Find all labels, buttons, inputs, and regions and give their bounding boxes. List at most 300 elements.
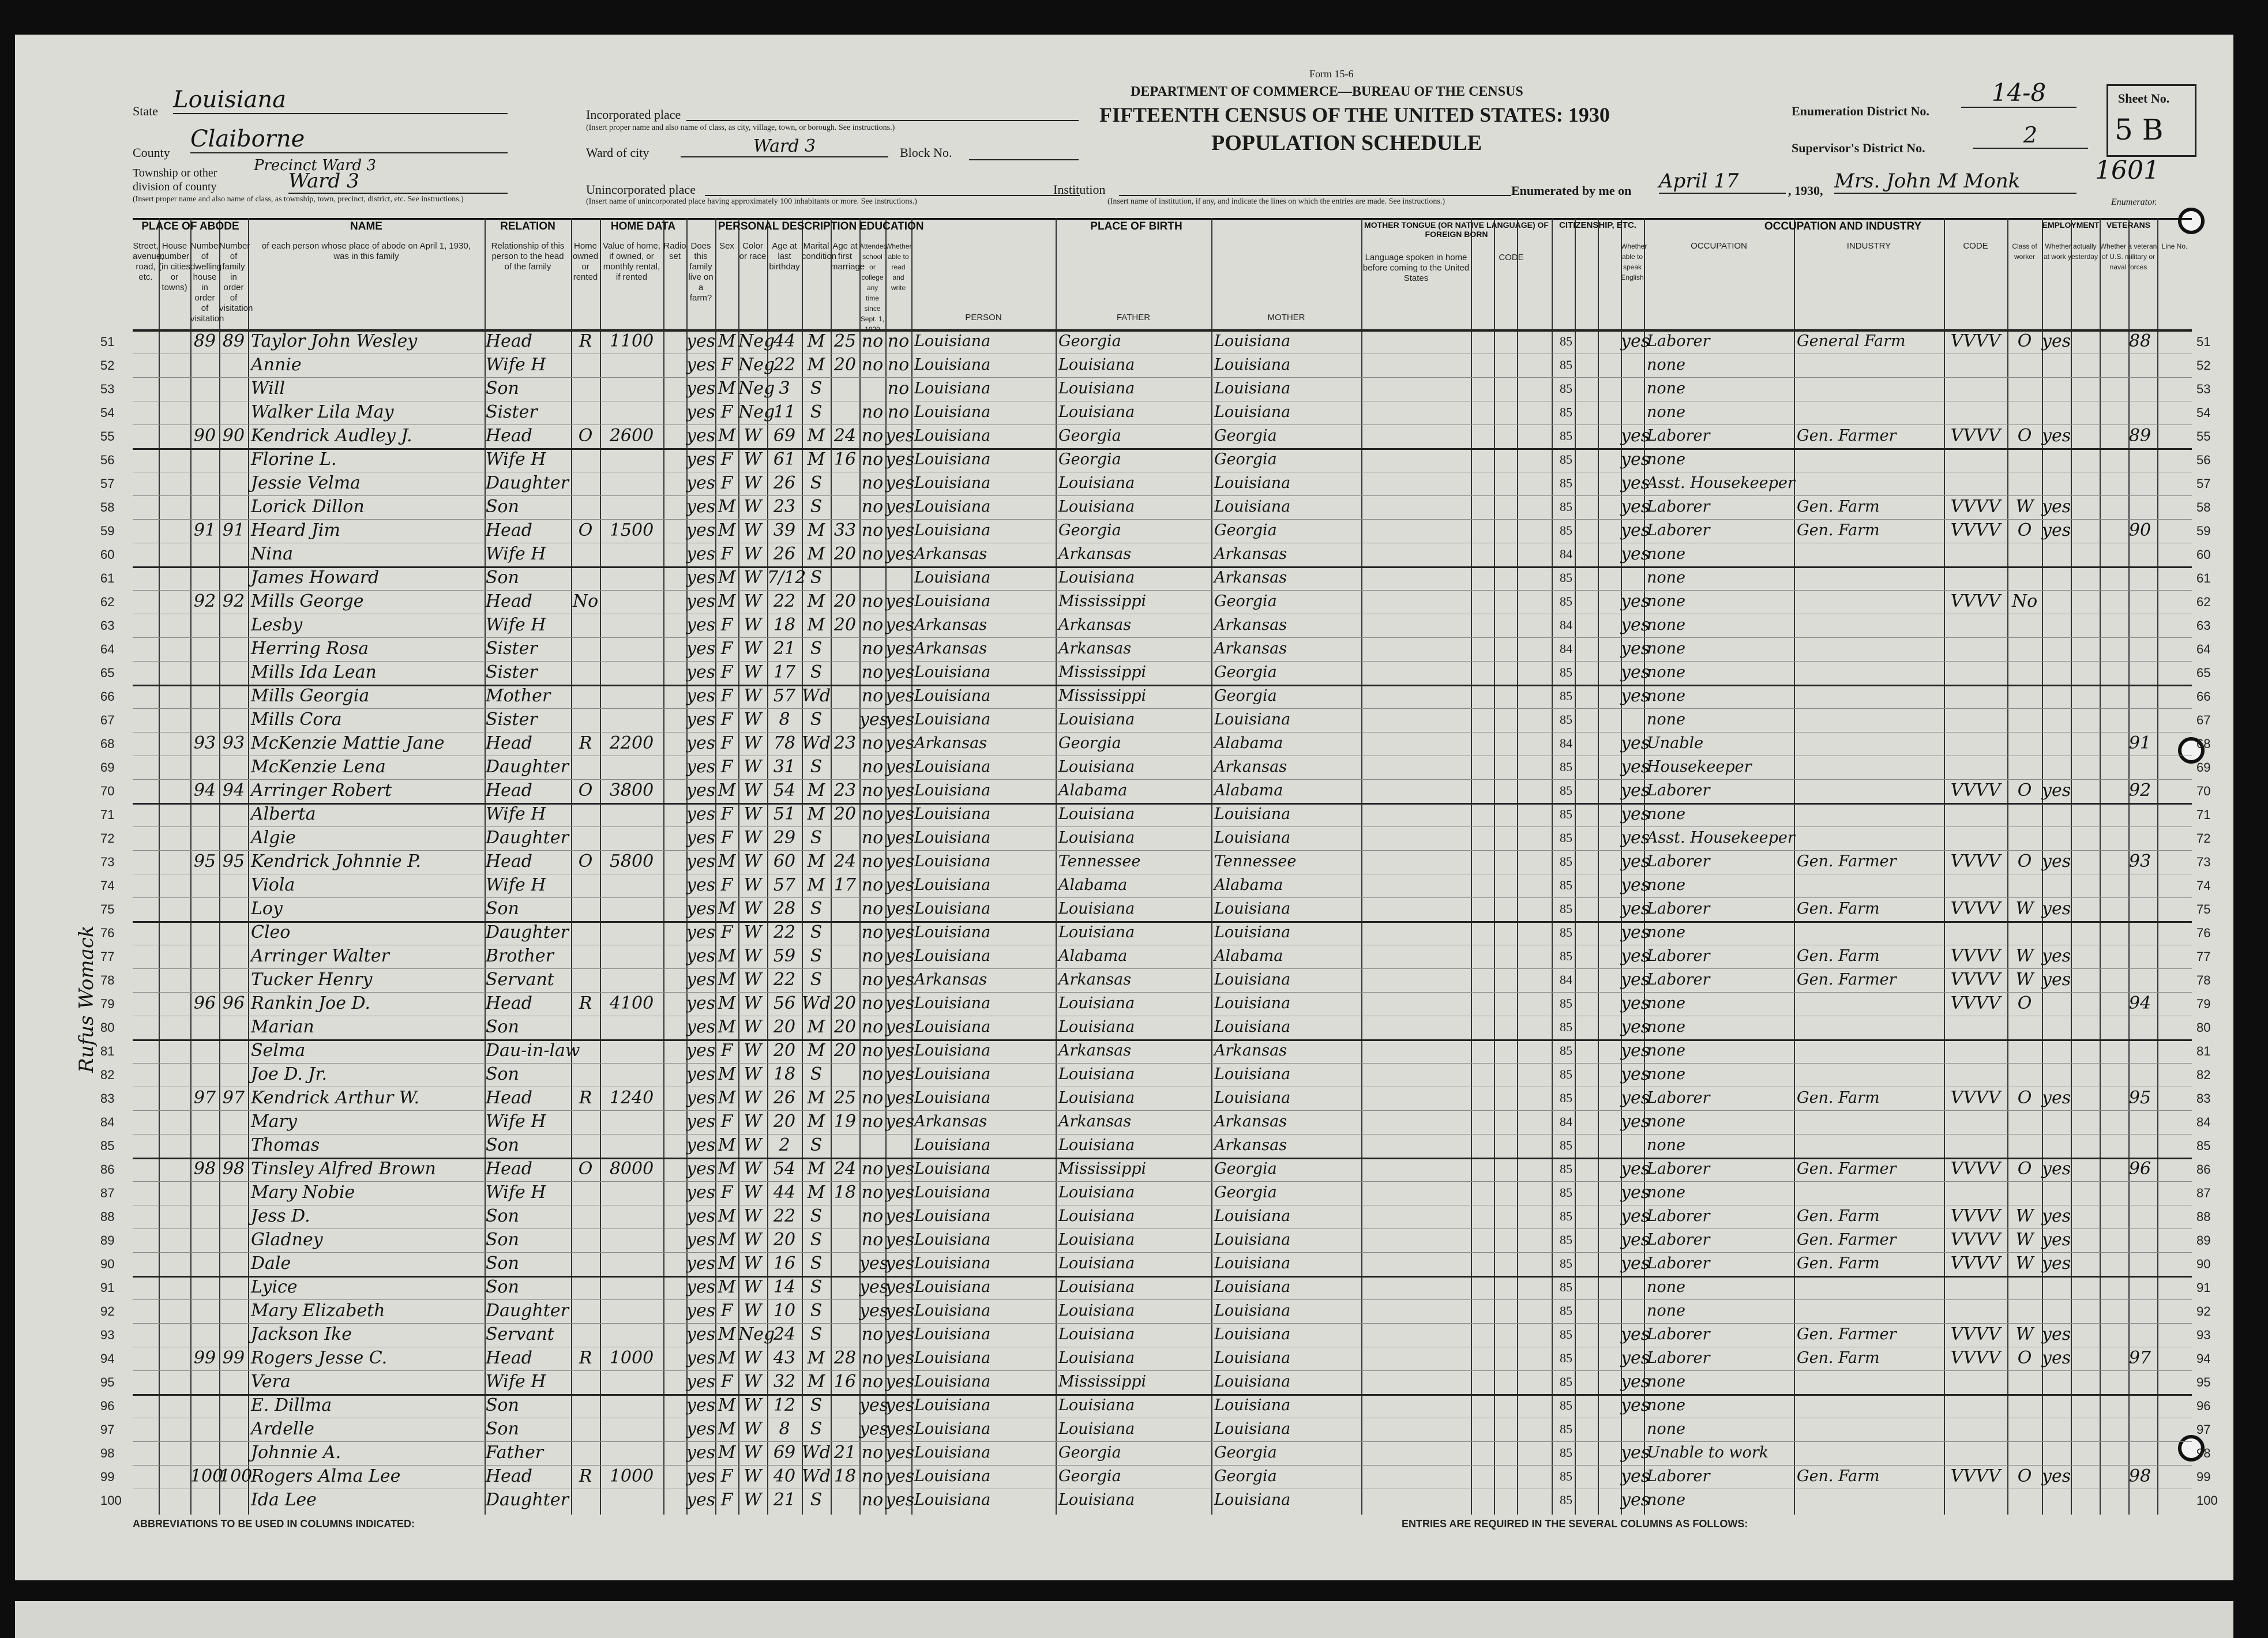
cell-c: 85 bbox=[1560, 665, 1572, 679]
cell-val bbox=[600, 637, 663, 660]
line-number: 93 bbox=[2196, 1328, 2211, 1342]
cell-wk bbox=[2042, 1299, 2071, 1323]
cell-sex: M bbox=[718, 1088, 736, 1108]
cell-age: 54 bbox=[773, 1159, 796, 1179]
cell-eng: yes bbox=[1621, 638, 1650, 659]
cell-farm: yes bbox=[686, 1135, 716, 1155]
cell-farm: yes bbox=[686, 875, 716, 895]
colhead-read: Whether able to read and write bbox=[885, 242, 912, 292]
cell-mar: M bbox=[807, 426, 825, 446]
cell-bm: Georgia bbox=[1214, 450, 1277, 468]
cell-val bbox=[600, 590, 663, 613]
cell-c: 85 bbox=[1560, 523, 1572, 538]
cell-fam: 91 bbox=[222, 520, 245, 540]
cell-fam bbox=[219, 1394, 248, 1417]
cell-mar: M bbox=[807, 1111, 825, 1132]
cell-farm: yes bbox=[686, 733, 716, 753]
cell-sex: M bbox=[718, 946, 736, 966]
cell-wk bbox=[2042, 1418, 2071, 1441]
cell-sch: no bbox=[861, 497, 884, 517]
cell-farm: yes bbox=[686, 615, 716, 635]
cell-race: W bbox=[744, 1419, 762, 1439]
column-rule bbox=[1211, 218, 1212, 1515]
cell-eng: yes bbox=[1621, 1395, 1650, 1415]
cell-bf: Louisiana bbox=[1058, 569, 1135, 587]
cell-race: W bbox=[744, 638, 762, 659]
cell-dwell bbox=[190, 1489, 219, 1512]
cell-occ: Laborer bbox=[1647, 1467, 1710, 1485]
cell-occ: none bbox=[1647, 1136, 1686, 1154]
cell-dwell bbox=[190, 1228, 219, 1252]
cell-eng bbox=[1621, 1299, 1644, 1323]
cell-vet bbox=[2123, 1489, 2157, 1512]
cell-own: R bbox=[579, 993, 592, 1013]
line-number: 62 bbox=[2196, 595, 2211, 609]
cell-code: VVVV bbox=[1950, 1230, 2001, 1250]
cell-bf: Georgia bbox=[1058, 450, 1121, 468]
cell-val: 8000 bbox=[609, 1159, 654, 1179]
cell-occ: none bbox=[1647, 1396, 1686, 1414]
cell-agem bbox=[831, 1323, 859, 1346]
cell-sch: no bbox=[861, 1111, 884, 1132]
institution-label: Institution bbox=[1053, 182, 1106, 197]
cell-c: 85 bbox=[1560, 1351, 1572, 1365]
cell-mar: M bbox=[807, 355, 825, 375]
cell-eng bbox=[1621, 377, 1644, 400]
cell-code bbox=[1944, 1181, 2007, 1204]
cell-ind: Gen. Farm bbox=[1797, 1467, 1880, 1485]
cell-vet bbox=[2123, 685, 2157, 708]
cell-bp: Louisiana bbox=[914, 450, 991, 468]
colhead-person: PERSON bbox=[965, 313, 1002, 322]
cell-name: Lyice bbox=[251, 1277, 298, 1297]
cell-code: VVVV bbox=[1950, 331, 2001, 351]
cell-age: 57 bbox=[773, 875, 796, 895]
cell-sch: no bbox=[861, 615, 884, 635]
state-value: Louisiana bbox=[173, 87, 508, 114]
cell-dwell: 93 bbox=[193, 733, 216, 753]
cell-farm: yes bbox=[686, 1277, 716, 1297]
cell-own bbox=[571, 1228, 600, 1252]
cell-bf: Arkansas bbox=[1058, 640, 1132, 658]
cell-vet bbox=[2123, 566, 2157, 589]
cell-vet bbox=[2123, 377, 2157, 400]
cell-code bbox=[1944, 1134, 2007, 1157]
cell-ind: Gen. Farmer bbox=[1797, 852, 1897, 870]
cell-sch: no bbox=[861, 402, 884, 422]
cell-ind bbox=[1797, 1418, 1944, 1441]
cell-name: McKenzie Mattie Jane bbox=[251, 733, 445, 753]
cell-eng: yes bbox=[1621, 875, 1650, 895]
cell-fam: 97 bbox=[222, 1088, 245, 1108]
cell-own bbox=[571, 377, 600, 400]
cell-sex: F bbox=[720, 1111, 733, 1132]
cell-bp: Louisiana bbox=[914, 380, 991, 397]
cell-mar: M bbox=[807, 1348, 825, 1368]
cell-occ: none bbox=[1647, 640, 1686, 658]
cell-c: 85 bbox=[1560, 452, 1572, 467]
cell-vet: 95 bbox=[2128, 1088, 2151, 1108]
cell-bf: Louisiana bbox=[1058, 711, 1135, 728]
cell-occ: none bbox=[1647, 450, 1686, 468]
cell-bm: Louisiana bbox=[1214, 380, 1291, 397]
cell-c: 85 bbox=[1560, 996, 1572, 1010]
line-number: 91 bbox=[2196, 1280, 2211, 1295]
enumerator-label: Enumerator. bbox=[2111, 197, 2157, 207]
cell-agem: 20 bbox=[833, 993, 857, 1013]
cell-bf: Alabama bbox=[1058, 876, 1128, 894]
cell-mar: M bbox=[807, 449, 825, 469]
cell-ind bbox=[1797, 1276, 1944, 1299]
line-number: 88 bbox=[2196, 1209, 2211, 1224]
cell-ind: Gen. Farmer bbox=[1797, 1160, 1897, 1178]
cell-rd: yes bbox=[885, 497, 915, 517]
cell-own bbox=[571, 1134, 600, 1157]
cell-rel: Wife H bbox=[486, 1111, 546, 1132]
cell-mar: S bbox=[810, 1206, 823, 1226]
cell-cw bbox=[2007, 1039, 2042, 1062]
line-number: 56 bbox=[100, 453, 115, 467]
line-number: 77 bbox=[100, 949, 115, 964]
cell-dwell: 98 bbox=[193, 1159, 216, 1179]
cell-cw bbox=[2007, 921, 2042, 944]
line-number: 66 bbox=[2196, 689, 2211, 704]
cell-val bbox=[600, 401, 663, 424]
cell-bm: Louisiana bbox=[1214, 923, 1291, 941]
cell-dwell bbox=[190, 1252, 219, 1275]
cell-bm: Louisiana bbox=[1214, 900, 1291, 918]
cell-cw bbox=[2007, 685, 2042, 708]
line-number: 62 bbox=[100, 595, 115, 609]
cell-code bbox=[1944, 566, 2007, 589]
cell-code: VVVV bbox=[1950, 497, 2001, 517]
column-rule bbox=[159, 218, 160, 1515]
cell-sex: M bbox=[718, 1159, 736, 1179]
cell-dwell bbox=[190, 803, 219, 826]
cell-eng: yes bbox=[1621, 1372, 1650, 1392]
cell-dwell bbox=[190, 945, 219, 968]
next-sheet-strip bbox=[15, 1601, 2233, 1638]
line-number: 70 bbox=[100, 784, 115, 798]
colhead-street: Street, avenue, road, etc. bbox=[133, 241, 164, 282]
cell-bm: Arkansas bbox=[1214, 616, 1287, 634]
cell-race: W bbox=[744, 1017, 762, 1037]
cell-vet: 94 bbox=[2128, 993, 2151, 1013]
cell-own bbox=[571, 1489, 600, 1512]
cell-rel: Wife H bbox=[486, 875, 546, 895]
cell-code: VVVV bbox=[1950, 899, 2001, 919]
footer bbox=[133, 1516, 2192, 1568]
cell-val: 2200 bbox=[609, 733, 654, 753]
cell-code bbox=[1944, 874, 2007, 897]
cell-wk bbox=[2042, 354, 2071, 377]
cell-age: 21 bbox=[773, 638, 796, 659]
colhead-radio: Radio set bbox=[663, 241, 686, 261]
cell-vet: 97 bbox=[2128, 1348, 2151, 1368]
cell-rd: yes bbox=[885, 1372, 915, 1392]
cell-c: 85 bbox=[1560, 1422, 1572, 1436]
line-number: 98 bbox=[2196, 1446, 2211, 1460]
cell-fam bbox=[219, 897, 248, 921]
cell-vet bbox=[2123, 1110, 2157, 1133]
cell-own bbox=[571, 1016, 600, 1039]
cell-own bbox=[571, 472, 600, 495]
cell-age: 14 bbox=[773, 1277, 796, 1297]
line-number: 51 bbox=[2196, 335, 2211, 349]
cell-age: 60 bbox=[773, 851, 796, 871]
cell-sex: M bbox=[718, 497, 736, 517]
cell-bf: Louisiana bbox=[1058, 900, 1135, 918]
cell-farm: yes bbox=[686, 1206, 716, 1226]
cell-dwell bbox=[190, 472, 219, 495]
cell-wk bbox=[2042, 826, 2071, 850]
cell-bm: Louisiana bbox=[1214, 829, 1291, 847]
cell-c: 85 bbox=[1560, 1067, 1572, 1081]
cell-occ: none bbox=[1647, 923, 1686, 941]
cell-sex: F bbox=[720, 355, 733, 375]
cell-bp: Louisiana bbox=[914, 1349, 991, 1367]
group-name: NAME bbox=[350, 220, 382, 232]
cell-own bbox=[571, 1394, 600, 1417]
cell-name: Mary bbox=[251, 1111, 297, 1132]
cell-wk bbox=[2042, 708, 2071, 731]
cell-farm: yes bbox=[686, 1088, 716, 1108]
cell-fam: 93 bbox=[222, 733, 245, 753]
cell-vet bbox=[2123, 1205, 2157, 1228]
cell-bf: Louisiana bbox=[1058, 1302, 1135, 1320]
line-number: 82 bbox=[100, 1068, 115, 1082]
cell-vet bbox=[2123, 921, 2157, 944]
cell-age: 22 bbox=[773, 970, 796, 990]
cell-rel: Sister bbox=[486, 662, 538, 682]
cell-fam: 95 bbox=[222, 851, 245, 871]
cell-sch: no bbox=[861, 757, 884, 777]
unincorporated-label: Unincorporated place bbox=[586, 182, 696, 197]
cell-occ: none bbox=[1647, 1373, 1686, 1391]
township-note: (Insert proper name and also name of class, as township, town, precinct, district, etc. See instructions.) bbox=[133, 195, 464, 204]
cell-name: Dale bbox=[251, 1253, 291, 1273]
cell-dwell bbox=[190, 756, 219, 779]
cell-code bbox=[1944, 1063, 2007, 1086]
department-line: DEPARTMENT OF COMMERCE—BUREAU OF THE CENSUS bbox=[1131, 84, 1523, 99]
cell-fam bbox=[219, 803, 248, 826]
cell-own bbox=[571, 614, 600, 637]
cell-ind bbox=[1797, 803, 1944, 826]
cell-ind: Gen. Farm bbox=[1797, 1349, 1880, 1367]
cell-name: Cleo bbox=[251, 922, 291, 942]
cell-dwell bbox=[190, 1134, 219, 1157]
cell-bf: Louisiana bbox=[1058, 1396, 1135, 1414]
block-label: Block No. bbox=[900, 145, 952, 160]
cell-sex: F bbox=[720, 638, 733, 659]
cell-name: Johnnie A. bbox=[251, 1442, 341, 1463]
cell-race: W bbox=[744, 1064, 762, 1084]
cell-bm: Louisiana bbox=[1214, 1089, 1291, 1107]
colhead-age: Age at last birthday bbox=[769, 241, 800, 272]
cell-agem bbox=[831, 968, 859, 991]
cell-eng bbox=[1621, 1276, 1644, 1299]
sheet-label: Sheet No. bbox=[2118, 91, 2170, 106]
cell-occ: Housekeeper bbox=[1647, 758, 1752, 776]
cell-bm: Arkansas bbox=[1214, 640, 1287, 658]
cell-farm: yes bbox=[686, 1253, 716, 1273]
cell-mar: S bbox=[810, 1324, 823, 1344]
cell-agem: 20 bbox=[833, 804, 857, 824]
cell-ind bbox=[1797, 756, 1944, 779]
cell-race: W bbox=[744, 1277, 762, 1297]
column-rule bbox=[2071, 218, 2072, 1515]
cell-bm: Louisiana bbox=[1214, 1491, 1291, 1509]
cell-val bbox=[600, 945, 663, 968]
cell-occ: none bbox=[1647, 545, 1686, 563]
cell-occ: Laborer bbox=[1647, 852, 1710, 870]
cell-wk: yes bbox=[2042, 1206, 2071, 1226]
cell-rd: no bbox=[887, 355, 910, 375]
cell-rd: yes bbox=[885, 851, 915, 871]
cell-wk: yes bbox=[2042, 1253, 2071, 1273]
cell-occ: none bbox=[1647, 805, 1686, 823]
cell-bm: Georgia bbox=[1214, 663, 1277, 681]
cell-wk bbox=[2042, 661, 2071, 684]
cell-eng: yes bbox=[1621, 331, 1650, 351]
cell-sex: F bbox=[720, 804, 733, 824]
cell-ind bbox=[1797, 1370, 1944, 1393]
line-number: 79 bbox=[100, 997, 115, 1011]
line-number: 91 bbox=[100, 1280, 115, 1295]
cell-dwell bbox=[190, 874, 219, 897]
cell-farm: yes bbox=[686, 1395, 716, 1415]
cell-bf: Louisiana bbox=[1058, 403, 1135, 421]
cell-ind bbox=[1797, 543, 1944, 566]
cell-rel: Son bbox=[486, 378, 519, 399]
cell-age: 61 bbox=[773, 449, 796, 469]
cell-bp: Louisiana bbox=[914, 829, 991, 847]
line-number: 85 bbox=[2196, 1139, 2211, 1153]
cell-name: Walker Lila May bbox=[251, 402, 394, 422]
cell-ind: Gen. Farmer bbox=[1797, 427, 1897, 445]
cell-dwell bbox=[190, 1276, 219, 1299]
cell-wk bbox=[2042, 1276, 2071, 1299]
cell-dwell bbox=[190, 1323, 219, 1346]
cell-race: W bbox=[744, 757, 762, 777]
cell-sch: no bbox=[861, 355, 884, 375]
line-number: 71 bbox=[2196, 807, 2211, 822]
cell-code bbox=[1944, 448, 2007, 471]
line-number: 58 bbox=[2196, 500, 2211, 514]
cell-c: 85 bbox=[1560, 1162, 1572, 1176]
cell-fam bbox=[219, 637, 248, 660]
cell-farm: yes bbox=[686, 426, 716, 446]
cell-eng: yes bbox=[1621, 1111, 1650, 1132]
cell-cw bbox=[2007, 826, 2042, 850]
cell-val bbox=[600, 661, 663, 684]
cell-cw bbox=[2007, 803, 2042, 826]
cell-mar: M bbox=[807, 591, 825, 611]
cell-vet: 98 bbox=[2128, 1466, 2151, 1486]
cell-ind bbox=[1797, 1134, 1944, 1157]
colhead-mother: MOTHER bbox=[1267, 313, 1305, 322]
cell-sex: M bbox=[718, 780, 736, 801]
cell-rel: Son bbox=[486, 1253, 519, 1273]
cell-bf: Arkansas bbox=[1058, 971, 1132, 989]
column-rule bbox=[1056, 218, 1057, 1515]
line-number: 98 bbox=[100, 1446, 115, 1460]
cell-mar: M bbox=[807, 520, 825, 540]
cell-own bbox=[571, 354, 600, 377]
cell-cw: O bbox=[2017, 1466, 2032, 1486]
cell-age: 10 bbox=[773, 1301, 796, 1321]
cell-eng: yes bbox=[1621, 922, 1650, 942]
cell-name: James Howard bbox=[251, 568, 380, 588]
cell-fam bbox=[219, 1441, 248, 1464]
cell-eng: yes bbox=[1621, 449, 1650, 469]
cell-bf: Louisiana bbox=[1058, 1136, 1135, 1154]
cell-dwell bbox=[190, 1299, 219, 1323]
colhead-school: Attended school or college any time since Sept. 1, 1929 bbox=[859, 242, 888, 333]
cell-sch: no bbox=[861, 638, 884, 659]
colhead-language: Language spoken in home before coming to the United States bbox=[1362, 253, 1470, 283]
cell-name: Mary Nobie bbox=[251, 1182, 355, 1203]
cell-name: Taylor John Wesley bbox=[251, 331, 418, 351]
cell-bf: Georgia bbox=[1058, 1444, 1121, 1462]
cell-vet bbox=[2123, 826, 2157, 850]
unincorporated-value bbox=[705, 195, 1080, 196]
cell-occ: none bbox=[1647, 616, 1686, 634]
line-number: 100 bbox=[100, 1493, 122, 1508]
cell-eng: yes bbox=[1621, 1442, 1650, 1463]
cell-c: 85 bbox=[1560, 1445, 1572, 1460]
cell-race: W bbox=[744, 1159, 762, 1179]
cell-occ: none bbox=[1647, 1420, 1686, 1438]
line-number: 69 bbox=[100, 760, 115, 775]
cell-fam bbox=[219, 543, 248, 566]
cell-rd: yes bbox=[885, 1253, 915, 1273]
cell-fam bbox=[219, 1276, 248, 1299]
cell-rd: yes bbox=[885, 1230, 915, 1250]
cell-mar: S bbox=[810, 757, 823, 777]
cell-c: 85 bbox=[1560, 1398, 1572, 1412]
line-number: 83 bbox=[100, 1091, 115, 1106]
cell-bp: Arkansas bbox=[914, 640, 987, 658]
cell-mar: S bbox=[810, 1230, 823, 1250]
cell-sex: M bbox=[718, 426, 736, 446]
cell-c: 85 bbox=[1560, 1233, 1572, 1247]
cell-rel: Sister bbox=[486, 638, 538, 659]
cell-age: 22 bbox=[773, 922, 796, 942]
cell-code bbox=[1944, 637, 2007, 660]
cell-eng: yes bbox=[1621, 899, 1650, 919]
cell-sch: no bbox=[861, 1159, 884, 1179]
line-number: 73 bbox=[2196, 855, 2211, 869]
county-value: Claiborne bbox=[190, 126, 508, 153]
form-subtitle: POPULATION SCHEDULE bbox=[1211, 131, 1482, 155]
cell-rd: yes bbox=[885, 899, 915, 919]
cell-bm: Louisiana bbox=[1214, 1278, 1291, 1296]
cell-own bbox=[571, 1063, 600, 1086]
cell-own: O bbox=[578, 780, 593, 801]
cell-eng: yes bbox=[1621, 1017, 1650, 1037]
cell-rd: yes bbox=[885, 1490, 915, 1510]
cell-bf: Louisiana bbox=[1058, 1325, 1135, 1343]
cell-ind bbox=[1797, 874, 1944, 897]
cell-vet bbox=[2123, 897, 2157, 921]
cell-wk: yes bbox=[2042, 970, 2071, 990]
cell-sch: no bbox=[861, 780, 884, 801]
cell-code: VVVV bbox=[1950, 1348, 2001, 1368]
cell-rel: Head bbox=[486, 780, 533, 801]
cell-farm: yes bbox=[686, 1324, 716, 1344]
cell-eng: yes bbox=[1621, 733, 1650, 753]
